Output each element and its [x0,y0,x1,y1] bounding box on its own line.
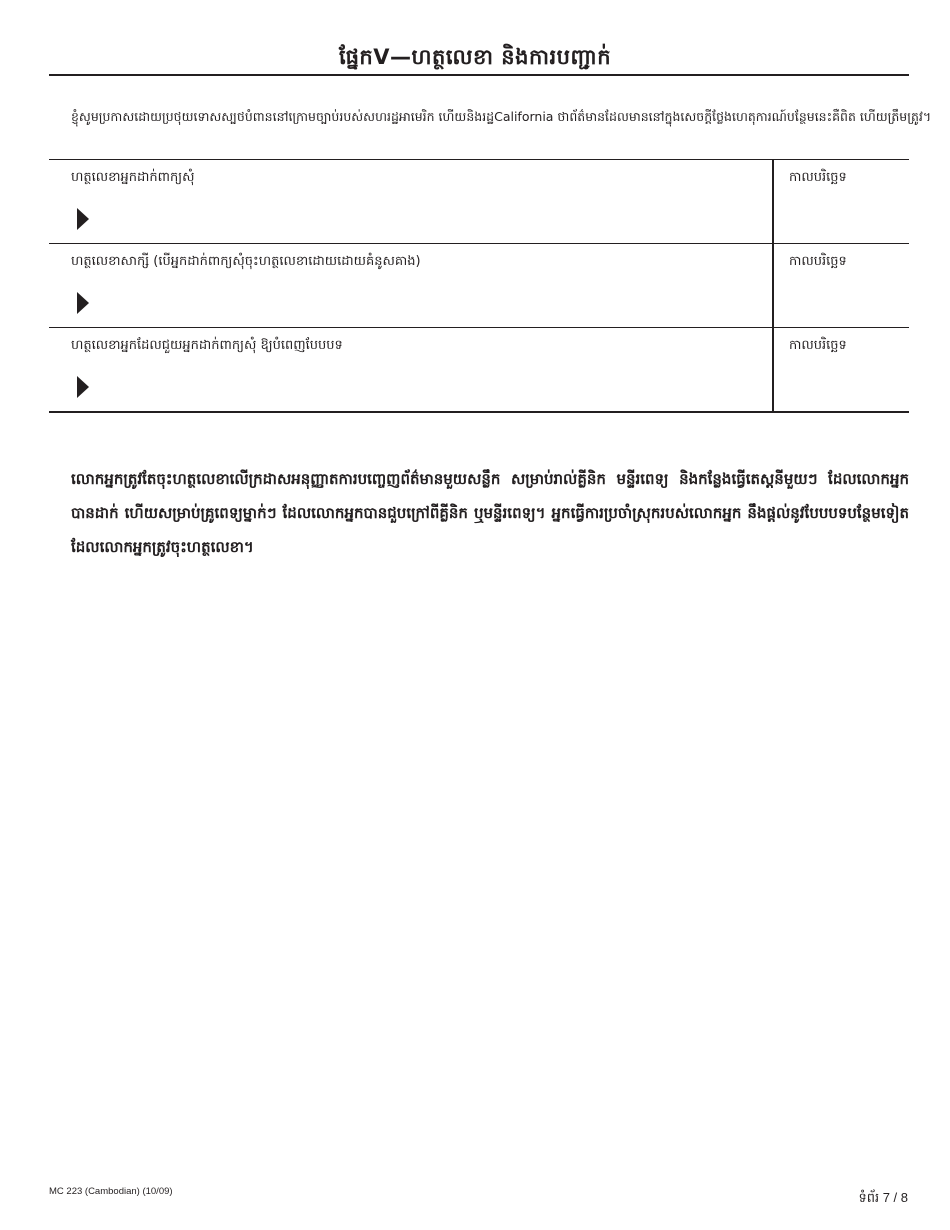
signature-table [49,159,909,413]
signature-field-helper[interactable] [49,328,773,413]
sign-here-arrow-icon [77,292,89,314]
page-number: ទំព័រ 7 / 8 [858,1190,908,1205]
signature-field-applicant[interactable] [49,160,773,244]
signature-label: ហត្ថលេខាសាក្សី (បើអ្នកដាក់ពាក្យសុំចុះហត្ថលេខាដោយដោយគំនូសគាង) [71,254,421,269]
signature-label: ហត្ថលេខាអ្នកដែលជួយអ្នកដាក់ពាក្យសុំ ឱ្យបំពេញបែបបទ [71,338,343,353]
signature-row-helper [49,328,909,413]
instructions-paragraph: លោកអ្នកត្រូវតែចុះហត្ថលេខាលើក្រដាសអនុញ្ញាតការបញ្ចេញព័ត៌មានមួយសន្លឹក សម្រាប់រាល់គ្លីនិក មន្ទីរពេទ្យ និងកន្លែងធ្វើតេស្តនីមួយៗ ដែលលោកអ្នកបានដាក់ ហើយសម្រាប់គ្រូពេទ្យម្នាក់ៗ ដែលលោកអ្នកបានជួបក្រៅពីគ្លីនិក ឬមន្ទីរពេទ្យ។ អ្នកធ្វើការប្រចាំស្រុករបស់លោកអ្នក នឹងផ្តល់នូវបែបបទបន្ថែមទៀត ដែលលោកអ្នកត្រូវចុះហត្ថលេខា។ [71,470,909,556]
date-field-helper[interactable] [773,328,909,413]
section-title: ផ្នែកV—ហត្ថលេខា និងការបញ្ជាក់ [338,45,612,69]
date-label: កាលបរិច្ឆេទ [789,254,847,269]
sign-here-arrow-icon [77,376,89,398]
signature-field-witness[interactable] [49,244,773,328]
date-field-applicant[interactable] [773,160,909,244]
date-label: កាលបរិច្ឆេទ [789,338,847,353]
signature-row-applicant [49,160,909,244]
signature-row-witness [49,244,909,328]
title-divider [49,74,909,76]
date-label: កាលបរិច្ឆេទ [789,170,847,185]
declaration-text: ខ្ញុំសូមប្រកាសដោយប្រថុយទោសស្បថបំពាននៅក្រោមច្បាប់របស់សហរដ្ឋអាមេរិក ហើយនិងរដ្ឋCalifornia ថាព័ត៌មានដែលមាននៅក្នុងសេចក្តីថ្លែងហេតុការណ៍បន្ថែមនេះគឺពិត ហើយត្រឹមត្រូវ។ [71,109,932,124]
sign-here-arrow-icon [77,208,89,230]
date-field-witness[interactable] [773,244,909,328]
form-identifier: MC 223 (Cambodian) (10/09) [49,1186,173,1197]
signature-label: ហត្ថលេខាអ្នកដាក់ពាក្យសុំ [71,170,195,185]
